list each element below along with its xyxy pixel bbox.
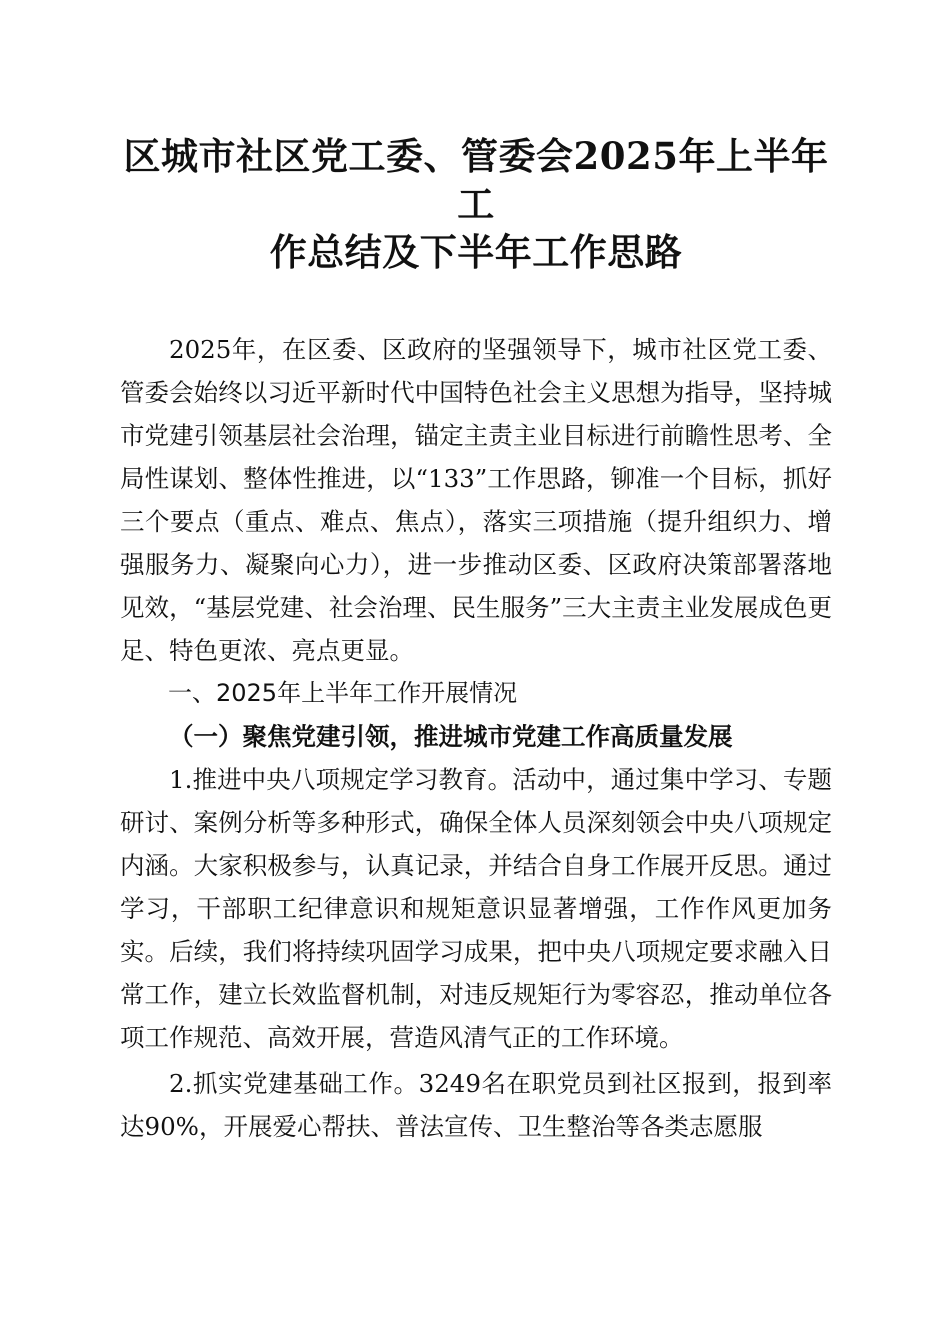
title-line-1: 区城市社区党工委、管委会2025年上半年工: [123, 134, 829, 226]
document-title: [120, 132, 832, 276]
title-line-2: 作总结及下半年工作思路: [269, 230, 683, 274]
intro-paragraph: 2025年，在区委、区政府的坚强领导下，城市社区党工委、管委会始终以习近平新时代中国特色社会主义思想为指导，坚持城市党建引领基层社会治理，锚定主责主业目标进行前瞻性思考、全局性谋划、整体性推进，以“133”工作思路，铆准一个目标，抓好三个要点（重点、难点、焦点），落实三项措施（提升组织力、增强服务力、凝聚向心力），进一步推动区委、区政府决策部署落地见效，“基层党建、社会治理、民生服务”三大主责主业发展成色更足、特色更浓、亮点更显。: [120, 335, 832, 665]
section-heading-1: 一、2025年上半年工作开展情况: [168, 679, 518, 707]
subsection-heading-1: （一）聚焦党建引领，推进城市党建工作高质量发展: [169, 722, 733, 751]
item-paragraph-1: 1.推进中央八项规定学习教育。活动中，通过集中学习、专题研讨、案例分析等多种形式，确保全体人员深刻领会中央八项规定内涵。大家积极参与，认真记录，并结合自身工作展开反思。通过学习，干部职工纪律意识和规矩意识显著增强，工作作风更加务实。后续，我们将持续巩固学习成果，把中央八项规定要求融入日常工作，建立长效监督机制，对违反规矩行为零容忍，推动单位各项工作规范、高效开展，营造风清气正的工作环境。: [120, 765, 832, 1052]
item-paragraph-2: 2.抓实党建基础工作。3249名在职党员到社区报到，报到率达90%，开展爱心帮扶、普法宣传、卫生整治等各类志愿服: [120, 1069, 832, 1141]
